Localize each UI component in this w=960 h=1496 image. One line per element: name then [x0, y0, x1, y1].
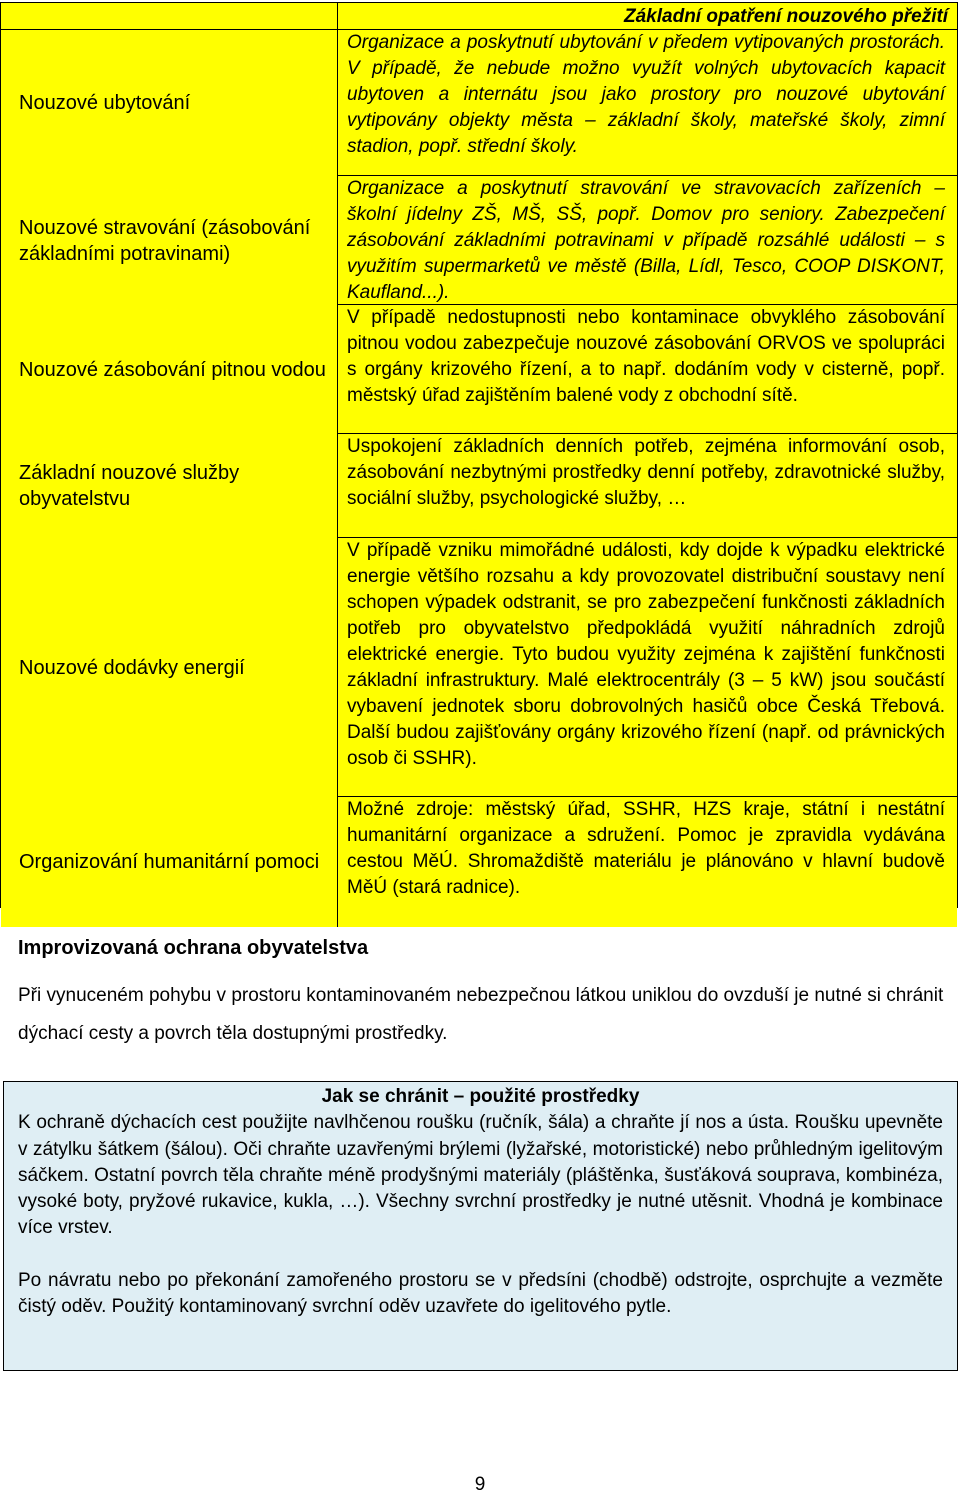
row-label-emergency-energy: Nouzové dodávky energií	[1, 538, 338, 797]
survival-measures-table	[0, 2, 958, 908]
row-text-humanitarian-aid: Možné zdroje: městský úřad, SSHR, HZS kraje, státní i nestátní humanitární organizace a sdružení. Pomoc je zpravidla vydávána cestou MěÚ. Shromaždiště materiálu je plánováno v hlavní budově MěÚ (stará radnice).	[338, 797, 957, 927]
box-title: Jak se chránit – použité prostředky	[321, 1086, 640, 1107]
row-label-humanitarian-aid: Organizování humanitární pomoci	[1, 797, 338, 927]
row-text-emergency-energy: V případě vzniku mimořádné události, kdy dojde k výpadku elektrické energie většího rozsahu a kdy provozovatel distribuční soustavy není schopen výpadek odstranit, se pro zabezpečení funkčnosti základních potřeb pro obyvatelstvo předpokládá využití náhradních zdrojů elektrické energie. Tyto budou využity zejména k zajištění funkčnosti základní infrastruktury. Malé elektrocentrály (3 – 5 kW) jsou součástí vybavení jednotek sboru dobrovolných hasičů obce Česká Třebová. Další budou zajišťovány orgány krizového řízení (např. od právnických osob či SSHR).	[338, 538, 957, 797]
protection-info-box	[3, 1081, 958, 1371]
row-text-emergency-water: V případě nedostupnosti nebo kontaminace obvyklého zásobování pitnou vodou zabezpečuje nouzové zásobování ORVOS ve spolupráci s orgány krizového řízení, a to např. dodáním vody v cisterně, popř. městský úřad zajištěním balené vody z obchodní sítě.	[338, 305, 957, 434]
table-header: Základní opatření nouzového přežití	[338, 3, 957, 30]
table-header-left-empty	[1, 3, 338, 30]
row-text-emergency-food: Organizace a poskytnutí stravování ve stravovacích zařízeních – školní jídelny ZŠ, MŠ, SŠ, popř. Domov pro seniory. Zabezpečení zásobování základními potravinami v případě rozsáhlé události – s využitím supermarketů ve městě (Billa, Lídl, Tesco, COOP DISKONT, Kaufland...).	[338, 176, 957, 305]
page-number: 9	[474, 1474, 486, 1495]
paragraph-gap	[18, 1242, 943, 1268]
box-paragraph-2: Po návratu nebo po překonání zamořeného prostoru se v předsíni (chodbě) odstrojte, osprchujte a vezměte čistý oděv. Použitý kontaminovaný svrchní oděv uzavřete do igelitového pytle.	[18, 1269, 943, 1318]
row-label-emergency-water: Nouzové zásobování pitnou vodou	[1, 305, 338, 434]
row-text-basic-services: Uspokojení základních denních potřeb, zejména informování osob, zásobování nezbytnými prostředky denní potřeby, zdravotnické služby, sociální služby, psychologické služby, …	[338, 434, 957, 538]
row-label-emergency-accommodation: Nouzové ubytování	[1, 30, 338, 176]
section-title: Improvizovaná ochrana obyvatelstva	[18, 937, 369, 959]
row-text-emergency-accommodation: Organizace a poskytnutí ubytování v předem vytipovaných prostorách. V případě, že nebude možno využít volných ubytovacích kapacit ubytoven a internátu jsou jako prostory pro nouzové ubytování vytipovány objekty města – základní školy, mateřské školy, zimní stadion, popř. střední školy.	[338, 30, 957, 176]
section-text: Při vynuceném pohybu v prostoru kontaminovaném nebezpečnou látkou uniklou do ovzduší je nutné si chránit dýchací cesty a povrch těla dostupnými prostředky.	[18, 985, 944, 1044]
row-label-emergency-food: Nouzové stravování (zásobování základními potravinami)	[1, 176, 338, 305]
box-paragraph-1: K ochraně dýchacích cest použijte navlhčenou roušku (ručník, šála) a chraňte jí nos a ústa. Roušku upevněte v zátylku šátkem (šálou). Oči chraňte uzavřenými brýlemi (lyžařské, motoristické) nebo průhledným igelitovým sáčkem. Ostatní povrch těla chraňte méně prodyšnými materiály (pláštěnka, šusťáková souprava, kombinéza, vysoké boty, pryžové rukavice, kukla, …). Všechny svrchní prostředky je nutné utěsnit. Vhodná je kombinace více vrstev.	[18, 1112, 943, 1239]
row-label-basic-services: Základní nouzové služby obyvatelstvu	[1, 434, 338, 538]
